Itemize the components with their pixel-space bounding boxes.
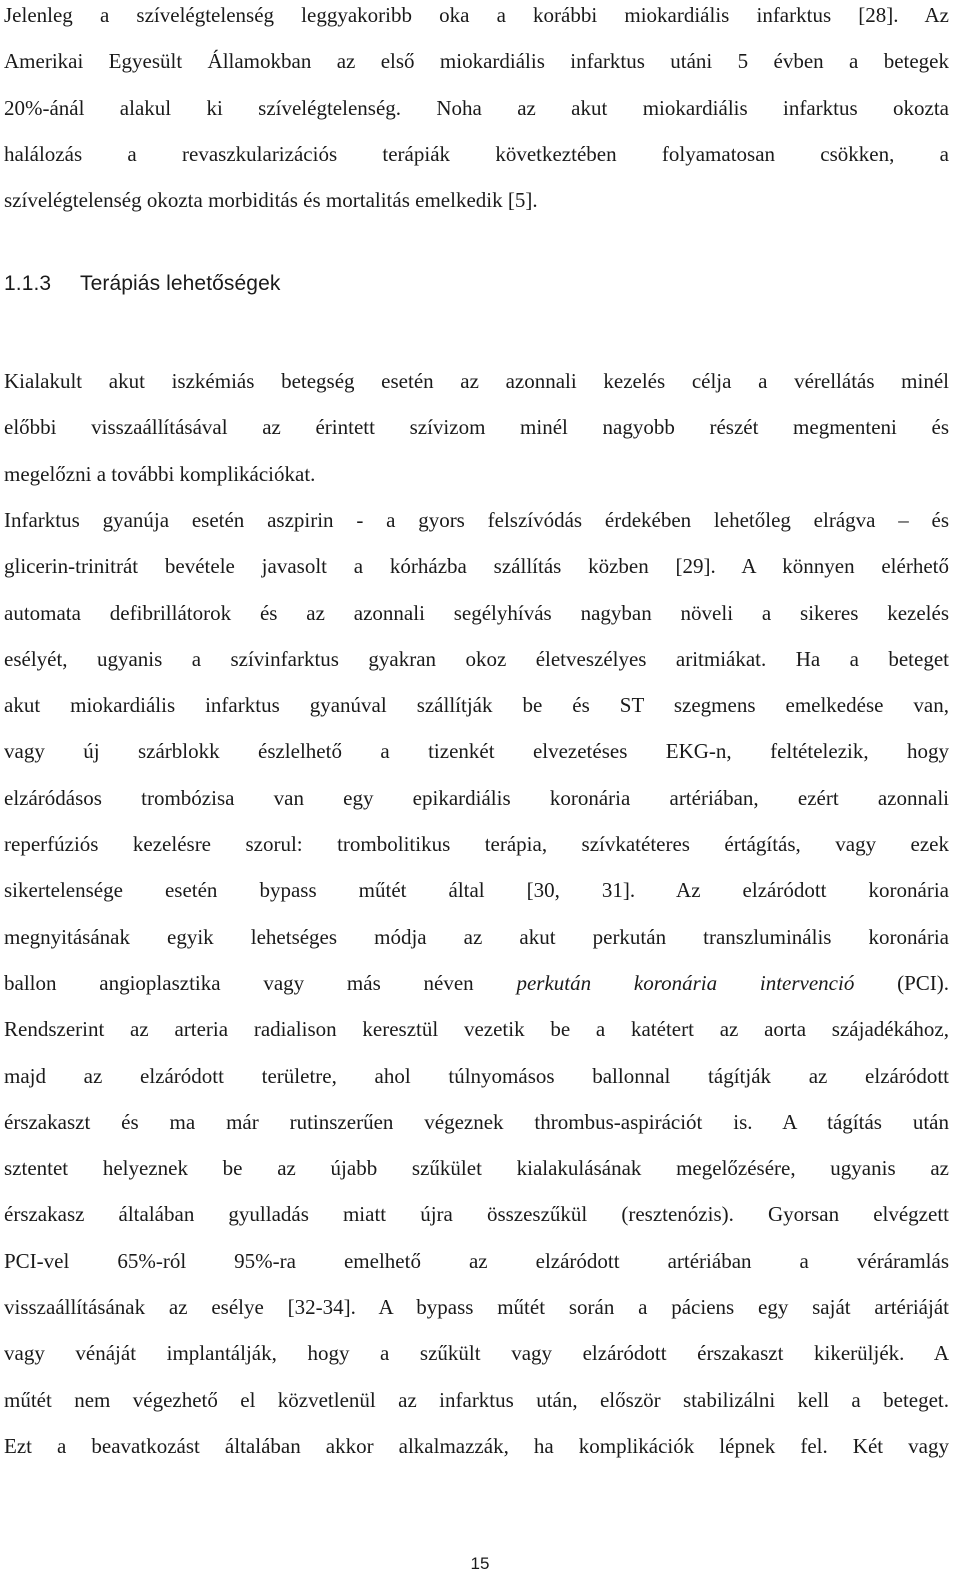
text-line: Amerikai Egyesült Államokban az első miokardiális infarktus utáni 5 évben a betegek [4,49,949,74]
text-line: Rendszerint az arteria radialison keresztül vezetik be a katétert az aorta szájadékához, [4,1017,949,1042]
text-line: vagy vénáját implantálják, hogy a szűkült vagy elzáródott érszakaszt kikerüljék. A [4,1341,949,1366]
text-line: Ezt a beavatkozást általában akkor alkalmazzák, ha komplikációk lépnek fel. Két vagy [4,1433,949,1458]
text-line: halálozás a revaszkularizációs terápiák következtében folyamatosan csökken, a [4,141,949,166]
pci-term: perkután koronária intervenció [516,970,855,995]
text-line: érszakasz általában gyulladás miatt újra összeszűkül (resztenózis). Gyorsan elvégzett [4,1202,949,1227]
section-title: Terápiás lehetőségek [80,272,281,295]
page-number: 15 [470,1554,490,1573]
text-line: sikertelensége esetén bypass műtét által [30, 31]. Az elzáródott koronária [4,878,949,903]
text-line: esélyét, ugyanis a szívinfarktus gyakran okoz életveszélyes aritmiákat. Ha a beteget [4,646,949,671]
paragraph-treatment [4,497,949,1469]
pci-line-before: ballon angioplasztika vagy más néven [4,970,474,995]
text-line: majd az elzáródott területre, ahol túlnyomásos ballonnal tágítják az elzáródott [4,1063,949,1088]
text-line: műtét nem végezhető el közvetlenül az infarktus után, először stabilizálni kell a beteget. [4,1387,949,1412]
text-line: Kialakult akut iszkémiás betegség esetén az azonnali kezelés célja a vérellátás minél [4,369,949,393]
text-line: Jelenleg a szívelégtelenség leggyakoribb oka a korábbi miokardiális infarktus [28]. Az [4,3,949,27]
text-line: Infarktus gyanúja esetén aszpirin - a gyors felszívódás érdekében lehetőleg elrágva – és [4,508,949,532]
text-line: érszakaszt és ma már rutinszerűen végeznek thrombus-aspirációt is. A tágítás után [4,1109,949,1134]
text-line: akut miokardiális infarktus gyanúval szállítják be és ST szegmens emelkedése van, [4,693,949,718]
paragraph-therapy-goal [4,358,949,497]
text-line-pci [4,960,949,1006]
section-number: 1.1.3 [4,272,52,295]
text-line: elzáródásos trombózisa van egy epikardiális koronária artériában, ezért azonnali [4,785,949,810]
text-line: megnyitásának egyik lehetséges módja az akut perkután transzluminális koronária [4,924,949,949]
text-line: automata defibrillátorok és az azonnali segélyhívás nagyban növeli a sikeres kezelés [4,600,949,625]
text-line: visszaállításának az esélye [32-34]. A bypass műtét során a páciens egy saját artériáját [4,1295,949,1320]
text-line: 20%-ánál alakul ki szívelégtelenség. Noha az akut miokardiális infarktus okozta [4,95,949,120]
text-line: megelőzni a további komplikációkat. [4,461,316,486]
section-heading [4,272,280,296]
text-line: előbbi visszaállításával az érintett szívizom minél nagyobb részét megmenteni és [4,415,949,440]
text-line: reperfúziós kezelésre szorul: trombolitikus terápia, szívkatéteres értágítás, vagy ezek [4,832,949,857]
intro-paragraph [4,0,949,223]
text-line: szívelégtelenség okozta morbiditás és mortalitás emelkedik [5]. [4,188,538,213]
text-line: vagy új szárblokk észlelhető a tizenkét elvezetéses EKG-n, feltételezik, hogy [4,739,949,764]
text-line: PCI-vel 65%-ról 95%-ra emelhető az elzáródott artériában a véráramlás [4,1248,949,1273]
text-line: glicerin-trinitrát bevétele javasolt a kórházba szállítás közben [29]. A könnyen elérhető [4,554,949,579]
text-line: sztentet helyeznek be az újabb szűkület kialakulásának megelőzésére, ugyanis az [4,1156,949,1181]
pci-line-after: (PCI). [897,970,950,995]
